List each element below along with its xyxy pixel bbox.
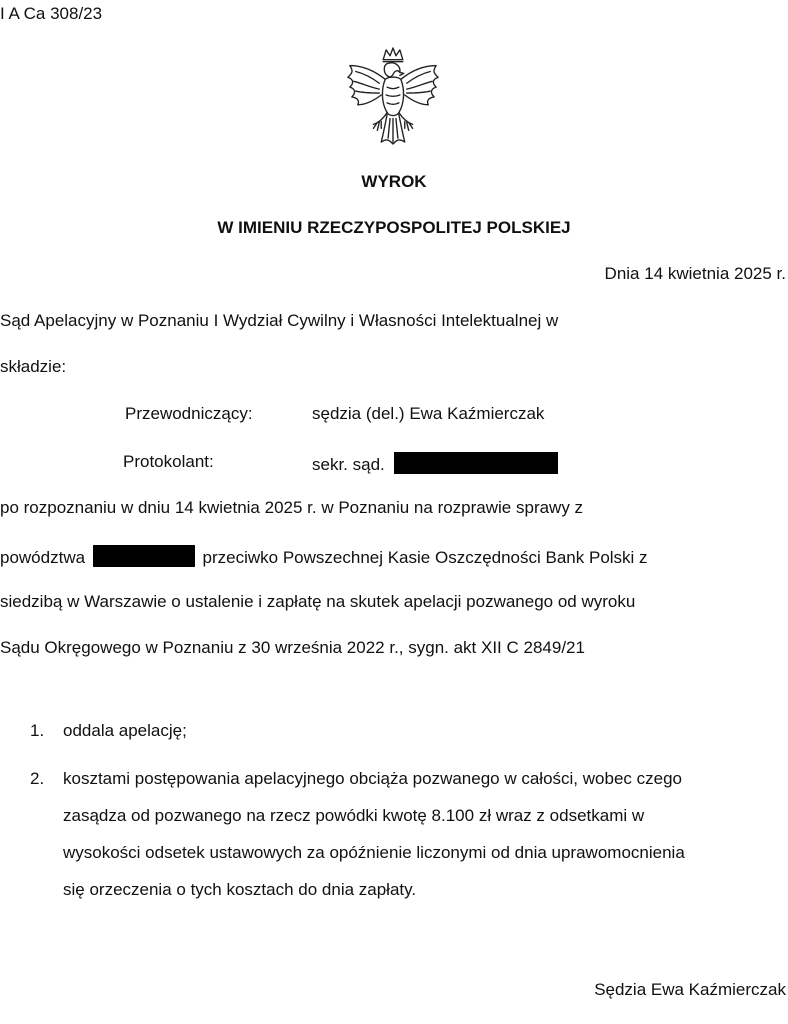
ruling-text: zasądza od pozwanego na rzecz powódki kwotę 8.100 zł wraz z odsetkami w xyxy=(63,806,645,825)
ruling-text: kosztami postępowania apelacyjnego obciąża pozwanego w całości, wobec czego xyxy=(63,769,682,788)
clerk-label: Protokolant: xyxy=(123,452,214,471)
judge-signature: Sędzia Ewa Kaźmierczak xyxy=(594,980,786,999)
judgment-date: Dnia 14 kwietnia 2025 r. xyxy=(604,264,786,283)
body-line: siedzibą w Warszawie o ustalenie i zapłatę na skutek apelacji pozwanego od wyroku xyxy=(0,592,636,611)
body-line: po rozpoznaniu w dniu 14 kwietnia 2025 r. w Poznaniu na rozprawie sprawy z xyxy=(0,498,584,517)
body-line-with-redaction xyxy=(0,545,648,568)
redaction-bar-plaintiff xyxy=(93,545,195,567)
polish-eagle-emblem xyxy=(344,44,442,146)
judgment-subtitle: W IMIENIU RZECZYPOSPOLITEJ POLSKIEJ xyxy=(217,218,571,237)
case-number: I A Ca 308/23 xyxy=(0,4,103,23)
judgment-title: WYROK xyxy=(361,172,427,191)
body-line: Sądu Okręgowego w Poznaniu z 30 września 2022 r., sygn. akt XII C 2849/21 xyxy=(0,638,585,657)
presiding-label: Przewodniczący: xyxy=(125,404,253,423)
ruling-number: 2. xyxy=(30,769,45,788)
ruling-text: oddala apelację; xyxy=(63,721,187,740)
clerk-value xyxy=(312,452,558,475)
presiding-value: sędzia (del.) Ewa Kaźmierczak xyxy=(312,404,545,423)
body-line-start: powództwa xyxy=(0,548,86,567)
clerk-title: sekr. sąd. xyxy=(312,455,385,474)
court-line-continued: składzie: xyxy=(0,357,67,376)
ruling-number: 1. xyxy=(30,721,45,740)
ruling-text: wysokości odsetek ustawowych za opóźnienie liczonymi od dnia uprawomocnienia xyxy=(63,843,685,862)
body-line-end: przeciwko Powszechnej Kasie Oszczędności Bank Polski z xyxy=(202,548,648,567)
redaction-bar-clerk xyxy=(394,452,558,474)
ruling-text: się orzeczenia o tych kosztach do dnia zapłaty. xyxy=(63,880,417,899)
court-line: Sąd Apelacyjny w Poznaniu I Wydział Cywilny i Własności Intelektualnej w xyxy=(0,311,559,330)
